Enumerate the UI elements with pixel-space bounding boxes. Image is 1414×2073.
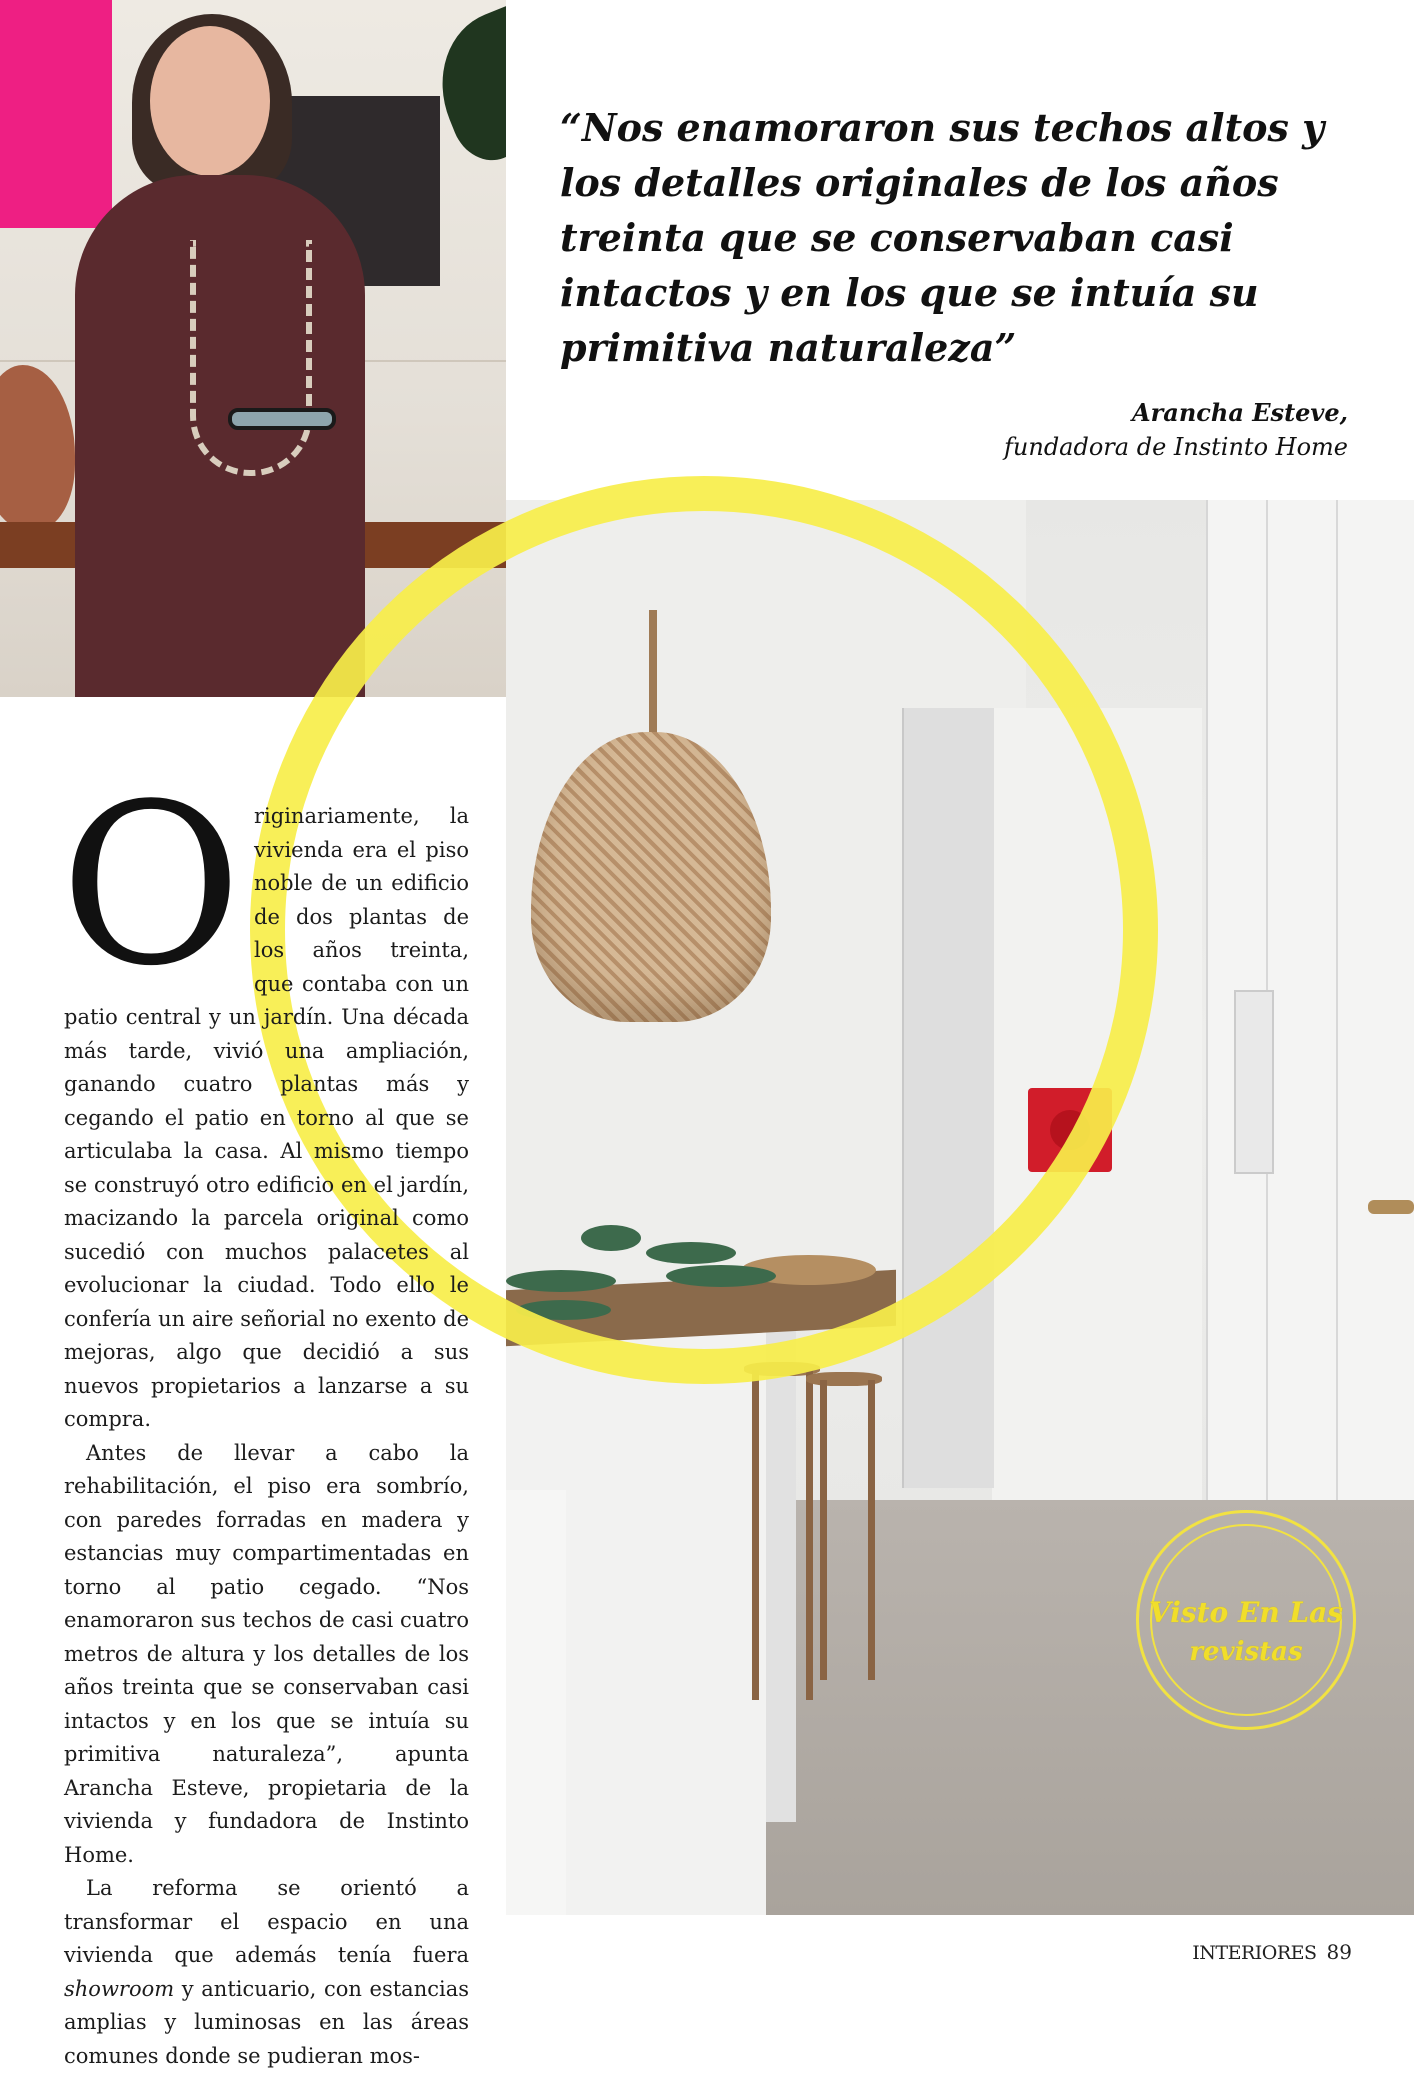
stool-leg [806, 1370, 813, 1700]
portrait-photo [0, 0, 506, 697]
visto-en-las-revistas-stamp [1136, 1510, 1356, 1730]
red-wall-art [1028, 1088, 1112, 1172]
paragraph-1-text: riginariamente, la vivienda era el piso noble de un edificio de dos plantas de los años treinta, que contaba con un patio central y un jardín. Una década más tarde, vivió una ampliación, ganando cuatro plantas más y cegando el patio en torno al que se articulaba la casa. Al mismo tiempo se construyó otro edificio en el jardín, macizando la parcela original como sucedió con muchos palacetes al evolucionar la ciudad. Todo ello le confería un aire señorial no exento de mejoras, algo que decidió a sus nuevos propietarios a lanzarse a su compra. [64, 804, 469, 1431]
quote-author-role: fundadora de Instinto Home [1004, 433, 1348, 461]
drop-cap: O [60, 757, 243, 1015]
necklace [190, 240, 312, 476]
person-face [150, 26, 270, 176]
paragraph-2: Antes de llevar a cabo la rehabilitación, el piso era sombrío, con paredes forradas en madera y estancias muy compartimentadas en torno al patio cegado. “Nos enamoraron sus techos de casi cuatro metros de altura y los detalles de los años treinta que se conservaban casi intactos y en los que se intuía su primitiva naturaleza”, apunta Arancha Esteve, propietaria de la vivienda y fundadora de Instinto Home. [64, 1440, 469, 1867]
pull-quote: “Nos enamoraron sus techos altos y los detalles originales de los años treinta que se conservaban casi intactos y en los que se intuía su primitiva naturaleza” [560, 105, 1325, 370]
quote-author: Arancha Esteve, [1132, 398, 1348, 427]
green-dish [666, 1265, 776, 1287]
stool-leg [868, 1380, 875, 1680]
green-dish [516, 1300, 611, 1320]
green-dish [581, 1225, 641, 1251]
stamp-line-1: Visto En Las [1148, 1596, 1344, 1629]
page-footer [1192, 1940, 1352, 1964]
paragraph-3-end: y anticuario, con estancias amplias y luminosas en las áreas comunes donde se pudieran mos- [64, 1976, 469, 2068]
stamp-line-2: revistas [1189, 1637, 1303, 1667]
paragraph-3-emphasis: showroom [64, 1976, 175, 2001]
paragraph-3-start: La reforma se orientó a transformar el espacio en una vivienda que además tenía fuera [64, 1876, 469, 1967]
foreground-counter [506, 1490, 566, 1915]
pink-artwork [0, 0, 112, 228]
page-number: 89 [1326, 1940, 1352, 1964]
green-dish [646, 1242, 736, 1264]
paragraph-3 [64, 1872, 469, 2073]
terracotta-sculpture [0, 365, 75, 530]
article-body [60, 757, 469, 2073]
built-in-oven [1234, 990, 1274, 1174]
necklace-pendant [228, 408, 336, 430]
green-dish [506, 1270, 616, 1292]
stool-leg [820, 1380, 827, 1680]
island-front [766, 1322, 796, 1822]
glass-door [902, 708, 994, 1488]
cabinet-handle [1368, 1200, 1414, 1214]
lamp-cord [649, 610, 657, 734]
magazine-name: INTERIORES [1192, 1942, 1317, 1964]
paragraph-1 [60, 757, 469, 1437]
stool-leg [752, 1370, 759, 1700]
